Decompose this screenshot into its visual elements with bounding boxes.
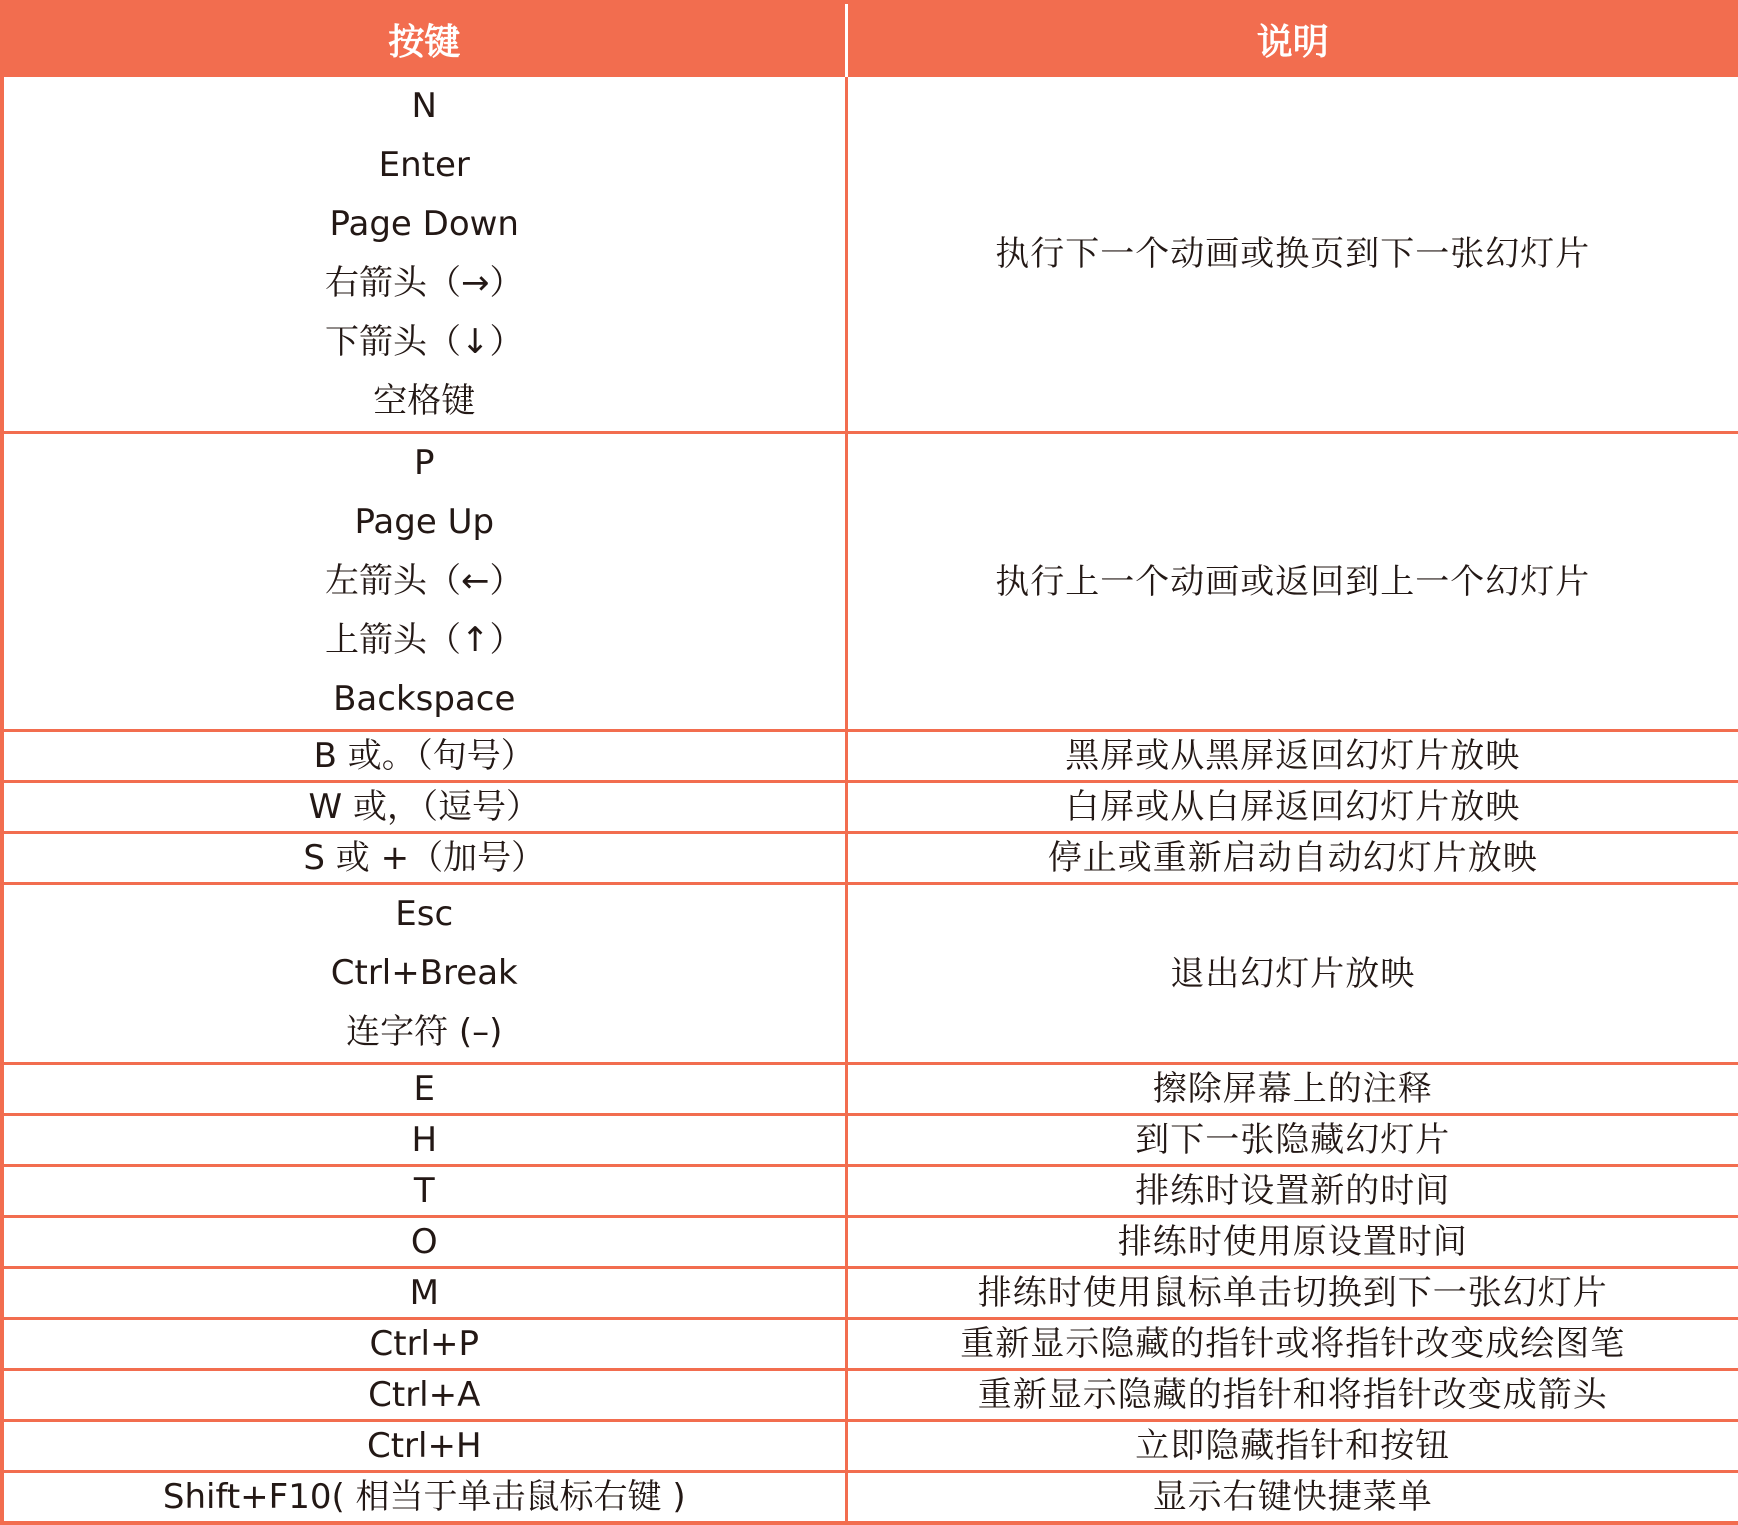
key-label: Ctrl+P (369, 1324, 479, 1364)
table-row (2, 731, 1738, 782)
key-cell (2, 731, 846, 782)
key-label: 上箭头（↑） (325, 620, 524, 660)
key-cell (2, 1268, 846, 1319)
key-cell (2, 1370, 846, 1421)
header-key: 按键 (2, 2, 846, 76)
description-cell: 执行下一个动画或换页到下一张幻灯片 (846, 76, 1738, 433)
key-label: N (411, 86, 437, 126)
table-row (2, 1115, 1738, 1166)
key-label: B 或。（句号） (313, 736, 535, 776)
key-label: O (410, 1222, 438, 1262)
key-label: H (411, 1120, 438, 1160)
key-label: 左箭头（←） (325, 561, 524, 601)
table-row (2, 1370, 1738, 1421)
key-label: 右箭头（→） (325, 263, 524, 303)
key-cell (2, 1319, 846, 1370)
table-header (2, 2, 1738, 76)
description-cell: 擦除屏幕上的注释 (846, 1064, 1738, 1115)
key-label: Page Down (329, 204, 519, 244)
key-cell (2, 833, 846, 884)
description-cell: 执行上一个动画或返回到上一个幻灯片 (846, 433, 1738, 731)
description-cell: 退出幻灯片放映 (846, 884, 1738, 1064)
key-cell (2, 1421, 846, 1472)
table-row (2, 1217, 1738, 1268)
key-cell (2, 433, 846, 731)
key-cell (2, 1217, 846, 1268)
key-label: 连字符 (–) (346, 1012, 503, 1052)
table-row (2, 782, 1738, 833)
table-row (2, 1319, 1738, 1370)
description-cell: 重新显示隐藏的指针或将指针改变成绘图笔 (846, 1319, 1738, 1370)
key-cell (2, 76, 846, 433)
key-label: M (409, 1273, 439, 1313)
key-label: Esc (395, 894, 454, 934)
key-label: 空格键 (373, 381, 476, 421)
description-cell: 排练时使用鼠标单击切换到下一张幻灯片 (846, 1268, 1738, 1319)
key-cell (2, 884, 846, 1064)
key-label: Ctrl+Break (330, 953, 518, 993)
key-cell (2, 1166, 846, 1217)
key-label: Ctrl+A (368, 1375, 481, 1415)
key-label: E (413, 1069, 435, 1109)
description-cell: 到下一张隐藏幻灯片 (846, 1115, 1738, 1166)
description-cell: 立即隐藏指针和按钮 (846, 1421, 1738, 1472)
table-body (2, 76, 1738, 1524)
key-label: Ctrl+H (366, 1426, 482, 1466)
description-cell: 白屏或从白屏返回幻灯片放映 (846, 782, 1738, 833)
key-label: W 或，（逗号） (308, 787, 540, 827)
key-label: Enter (378, 145, 470, 185)
table-row (2, 833, 1738, 884)
description-cell: 重新显示隐藏的指针和将指针改变成箭头 (846, 1370, 1738, 1421)
header-row (2, 2, 1738, 76)
key-label: Backspace (333, 679, 516, 719)
table-row (2, 1268, 1738, 1319)
key-label: Shift+F10( 相当于单击鼠标右键 ) (162, 1477, 686, 1517)
key-cell (2, 1064, 846, 1115)
key-label: T (413, 1171, 435, 1211)
key-label: P (413, 443, 435, 483)
table-row (2, 433, 1738, 731)
table-row (2, 76, 1738, 433)
description-cell: 排练时设置新的时间 (846, 1166, 1738, 1217)
key-cell (2, 782, 846, 833)
table-row (2, 1166, 1738, 1217)
description-cell: 排练时使用原设置时间 (846, 1217, 1738, 1268)
key-cell (2, 1115, 846, 1166)
table-row (2, 1472, 1738, 1524)
table-row (2, 1421, 1738, 1472)
table-row (2, 884, 1738, 1064)
header-description: 说明 (846, 2, 1738, 76)
description-cell: 黑屏或从黑屏返回幻灯片放映 (846, 731, 1738, 782)
description-cell: 停止或重新启动自动幻灯片放映 (846, 833, 1738, 884)
key-label: Page Up (354, 502, 495, 542)
key-cell (2, 1472, 846, 1524)
table-row (2, 1064, 1738, 1115)
key-label: 下箭头（↓） (325, 322, 524, 362)
key-label: S 或 +（加号） (303, 838, 546, 878)
description-cell: 显示右键快捷菜单 (846, 1472, 1738, 1524)
